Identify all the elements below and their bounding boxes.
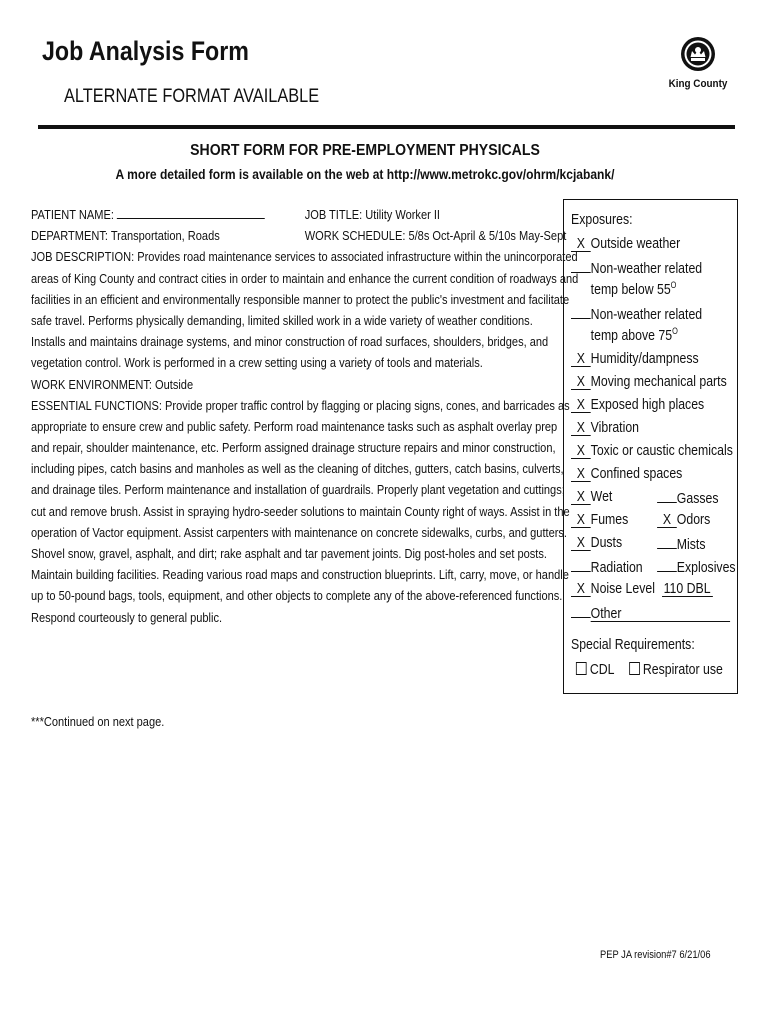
high-places-mark[interactable]: X (571, 395, 591, 413)
confined-label: Confined spaces (590, 465, 683, 482)
text-line: Installs and maintains drainage systems, and minor construction of road surfaces, shoulders, bridges, and (31, 334, 549, 350)
fumes-label: Fumes (590, 511, 629, 528)
outside-weather-mark[interactable]: X (571, 234, 591, 252)
exposures-title: Exposures: (571, 211, 633, 228)
king-county-logo (660, 34, 736, 90)
toxic-mark[interactable]: X (571, 441, 591, 459)
moving-parts-mark[interactable]: X (571, 372, 591, 390)
continued-note: ***Continued on next page. (31, 714, 165, 729)
vibration-label: Vibration (590, 419, 640, 436)
text-line: including pipes, catch basins and manholes as well as the cleaning of ditches, gutters, catch basins, culverts, (31, 461, 564, 477)
text-line: WORK ENVIRONMENT: Outside (31, 376, 194, 392)
wet-label: Wet (590, 488, 613, 505)
explosives-mark[interactable] (657, 554, 677, 572)
page-subtitle: ALTERNATE FORMAT AVAILABLE (64, 86, 320, 107)
text-line: vegetation control. Work is performed in a crew setting using a variety of tools and materials. (31, 355, 483, 371)
humidity-mark[interactable]: X (571, 349, 591, 367)
text-line: ESSENTIAL FUNCTIONS: Provide proper traffic control by flagging or placing signs, cones, and barricades as (31, 397, 570, 413)
special-requirements-title: Special Requirements: (571, 636, 695, 653)
patient-name-label: PATIENT NAME: (31, 207, 114, 222)
gasses-label: Gasses (676, 490, 719, 507)
text-line: appropriate to ensure crew and public safety. Perform road maintenance tasks such as asphalt overlay prep (31, 418, 558, 434)
job-title: JOB TITLE: Utility Worker II (304, 207, 440, 222)
revision-note: PEP JA revision#7 6/21/06 (600, 949, 711, 961)
text-line: facilities in an efficient and environmentally responsible manner to protect the public's investment and facilitate (31, 291, 570, 307)
wet-mark[interactable]: X (571, 487, 591, 505)
cdl-label: CDL (589, 661, 615, 678)
logo-text: King County (668, 78, 728, 90)
text-line: and drainage tiles. Perform maintenance and installation of guardrails. Properly plant vegetation and cuttings; (31, 482, 565, 498)
non-weather-high-mark[interactable] (571, 301, 591, 319)
temp-below-label: temp below 55 (590, 281, 671, 298)
text-line: Maintain building facilities. Reading various road maps and construction blueprints. Lift, carry, move, or handle (31, 567, 569, 583)
noise-mark[interactable]: X (571, 579, 591, 597)
non-weather-high-label: Non-weather related (590, 306, 703, 323)
outside-weather-label: Outside weather (590, 235, 681, 252)
radiation-mark[interactable] (571, 554, 591, 572)
cdl-checkbox[interactable] (576, 662, 587, 675)
text-line: areas of King County and contract cities in order to maintain and enhance the current condition of roadways and (31, 270, 579, 286)
form-heading: SHORT FORM FOR PRE-EMPLOYMENT PHYSICALS (190, 142, 540, 159)
work-schedule: WORK SCHEDULE: 5/8s Oct-April & 5/10s May-Sept (304, 228, 567, 244)
other-label[interactable]: Other (591, 604, 730, 622)
temp-above-label: temp above 75 (590, 327, 673, 344)
non-weather-low-label: Non-weather related (590, 260, 703, 277)
respirator-label: Respirator use (642, 661, 723, 678)
confined-mark[interactable]: X (571, 464, 591, 482)
text-line: Shovel snow, gravel, asphalt, and dirt; rake asphalt and tar pavement joints. Dig post-holes and set posts. (31, 546, 547, 561)
non-weather-low-mark[interactable] (571, 255, 591, 273)
text-line: Respond courteously to general public. (31, 609, 223, 625)
degree-sup: O (670, 280, 677, 290)
moving-parts-label: Moving mechanical parts (590, 373, 727, 390)
radiation-label: Radiation (590, 559, 643, 576)
job-details (31, 204, 579, 628)
other-mark[interactable] (571, 600, 591, 618)
high-places-label: Exposed high places (590, 396, 705, 413)
text-line: up to 50-pound bags, tools, equipment, and other objects to complete any of the above-referenced functions. (31, 588, 563, 604)
vibration-mark[interactable]: X (571, 418, 591, 436)
noise-level-value[interactable]: 110 DBL (663, 580, 711, 597)
respirator-checkbox[interactable] (629, 662, 640, 675)
crown-icon (679, 34, 717, 74)
mists-mark[interactable] (657, 531, 677, 549)
odors-label: Odors (676, 511, 711, 528)
degree-sup: O (672, 326, 678, 336)
page-title: Job Analysis Form (42, 36, 249, 66)
odors-mark[interactable]: X (657, 510, 677, 528)
noise-label: Noise Level (590, 580, 655, 597)
humidity-label: Humidity/dampness (590, 350, 699, 367)
text-line: JOB DESCRIPTION: Provides road maintenance services to associated infrastructure within the unincorporated (31, 249, 578, 265)
text-line: cut and remove brush. Assist in spraying hydro-seeder solutions to maintain County right of ways. Assist in the (31, 503, 570, 519)
form-note: A more detailed form is available on the web at http://www.metrokc.gov/ohrm/kcjabank/ (115, 166, 615, 182)
toxic-label: Toxic or caustic chemicals (590, 442, 733, 459)
department: DEPARTMENT: Transportation, Roads (31, 228, 220, 244)
dusts-label: Dusts (590, 534, 623, 551)
header-divider (38, 125, 735, 129)
text-line: and repair, shoulder maintenance, etc. Perform assigned drainage structure repairs and minor construction, (31, 440, 556, 456)
patient-name-field[interactable] (117, 204, 265, 219)
fumes-mark[interactable]: X (571, 510, 591, 528)
mists-label: Mists (676, 536, 706, 553)
exposures-box (563, 199, 738, 694)
dusts-mark[interactable]: X (571, 533, 591, 551)
explosives-label: Explosives (676, 559, 736, 576)
gasses-mark[interactable] (657, 485, 677, 503)
text-line: safe travel. Performs physically demanding, limited skilled work in a wide variety of weather conditions. (31, 312, 533, 328)
text-line: operation of Vactor equipment. Assist carpenters with maintenance on concrete sidewalks, curbs, and gutters. (31, 524, 568, 540)
